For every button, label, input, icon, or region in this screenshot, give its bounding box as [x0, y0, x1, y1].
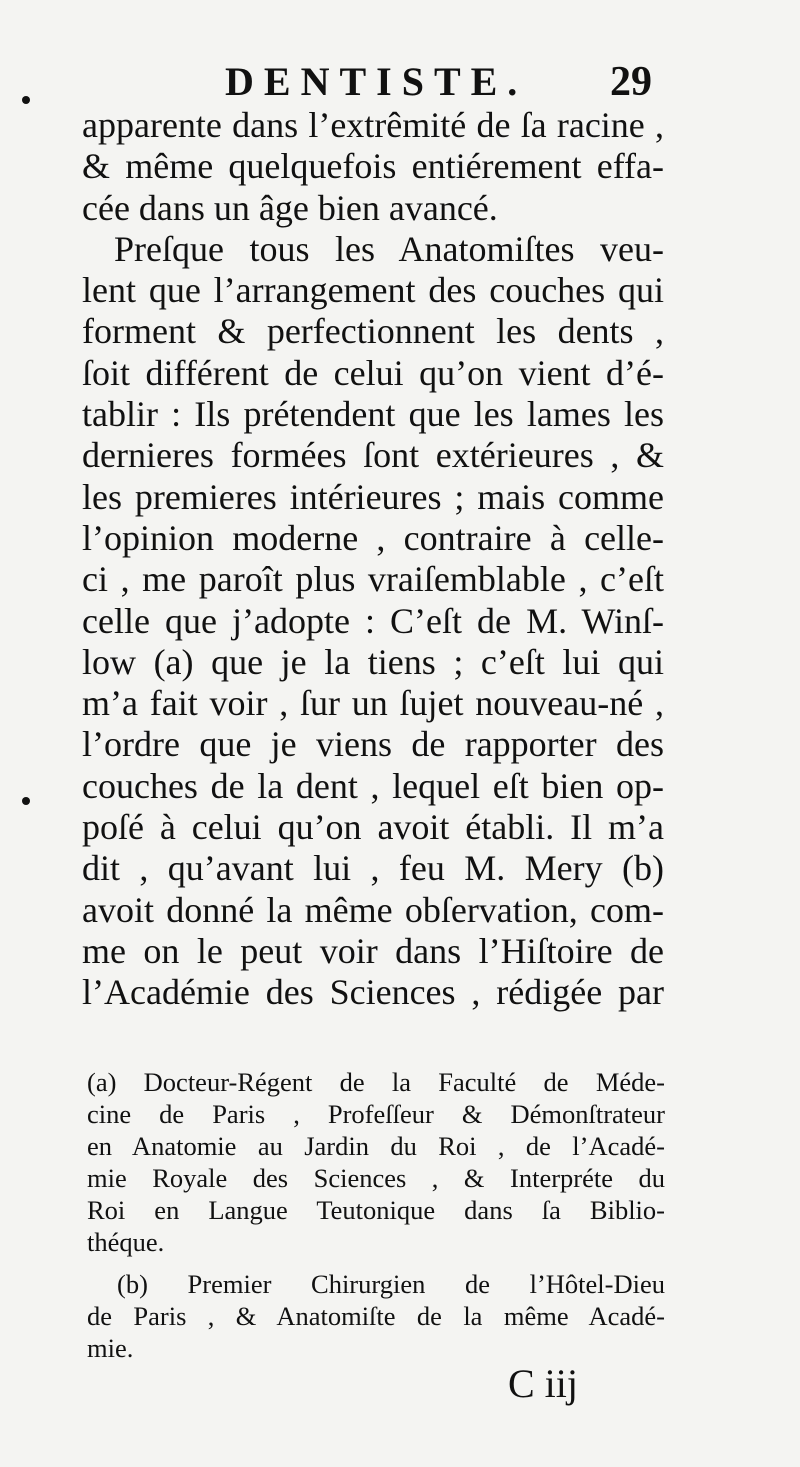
footnotes: [87, 1066, 665, 1364]
text-line: l’opinion moderne , contraire à celle-: [82, 517, 664, 558]
footnote-a-line: Roi en Langue Teutonique dans ſa Biblio-: [87, 1195, 665, 1225]
text-line: ci , me paroît plus vraiſemblable , c’eſt: [82, 559, 664, 600]
margin-dot: [22, 797, 30, 805]
text-line: l’ordre que je viens de rapporter des: [82, 724, 664, 765]
footnote-a-line: théque.: [87, 1227, 165, 1257]
main-text: [82, 105, 664, 1014]
footnote-a-line: en Anatomie au Jardin du Roi , de l’Acadé-: [87, 1131, 665, 1161]
page-header: [0, 58, 800, 108]
text-line: m’a fait voir , ſur un ſujet nouveau-né ,: [82, 683, 664, 724]
text-line: avoit donné la même obſervation, com-: [82, 889, 664, 930]
text-line: poſé à celui qu’on avoit établi. Il m’a: [82, 807, 664, 848]
text-line: dernieres formées ſont extérieures , &: [82, 435, 664, 476]
footnote-b-line: de Paris , & Anatomiſte de la même Acadé-: [87, 1301, 665, 1331]
text-line: cée dans un âge bien avancé.: [82, 187, 498, 228]
footnote-a-line: mie Royale des Sciences , & Interpréte du: [87, 1163, 665, 1193]
text-line: l’Académie des Sciences , rédigée par: [82, 972, 664, 1013]
text-line: apparente dans l’extrêmité de ſa racine ,: [82, 105, 664, 145]
text-line: ſoit différent de celui qu’on vient d’é-: [82, 352, 664, 393]
footnote-a-line: (a) Docteur-Régent de la Faculté de Méde-: [87, 1067, 665, 1097]
footnote-b-line: (b) Premier Chirurgien de l’Hôtel-Dieu: [117, 1269, 665, 1299]
footnote-b-line: mie.: [87, 1333, 134, 1363]
text-line: low (a) que je la tiens ; c’eſt lui qui: [82, 641, 664, 682]
signature-mark: C iij: [508, 1361, 579, 1406]
text-line: celle que j’adopte : C’eſt de M. Winſ-: [82, 600, 664, 641]
page-number: 29: [610, 59, 652, 105]
running-title: DENTISTE.: [225, 59, 528, 104]
text-line: dit , qu’avant lui , feu M. Mery (b): [82, 848, 664, 889]
footnote-a-line: cine de Paris , Profeſſeur & Démonſtrateur: [87, 1099, 665, 1129]
text-line: tablir : Ils prétendent que les lames les: [82, 394, 664, 435]
text-line: forment & perfectionnent les dents ,: [82, 311, 664, 352]
text-line: les premieres intérieures ; mais comme: [82, 476, 664, 517]
text-line: Preſque tous les Anatomiſtes veu-: [114, 228, 664, 269]
text-line: me on le peut voir dans l’Hiſtoire de: [82, 930, 664, 971]
text-line: lent que l’arrangement des couches qui: [82, 270, 664, 311]
margin-dot: [22, 96, 30, 104]
text-line: & même quelquefois entiérement effa-: [82, 146, 664, 187]
text-line: couches de la dent , lequel eſt bien op-: [82, 765, 664, 806]
